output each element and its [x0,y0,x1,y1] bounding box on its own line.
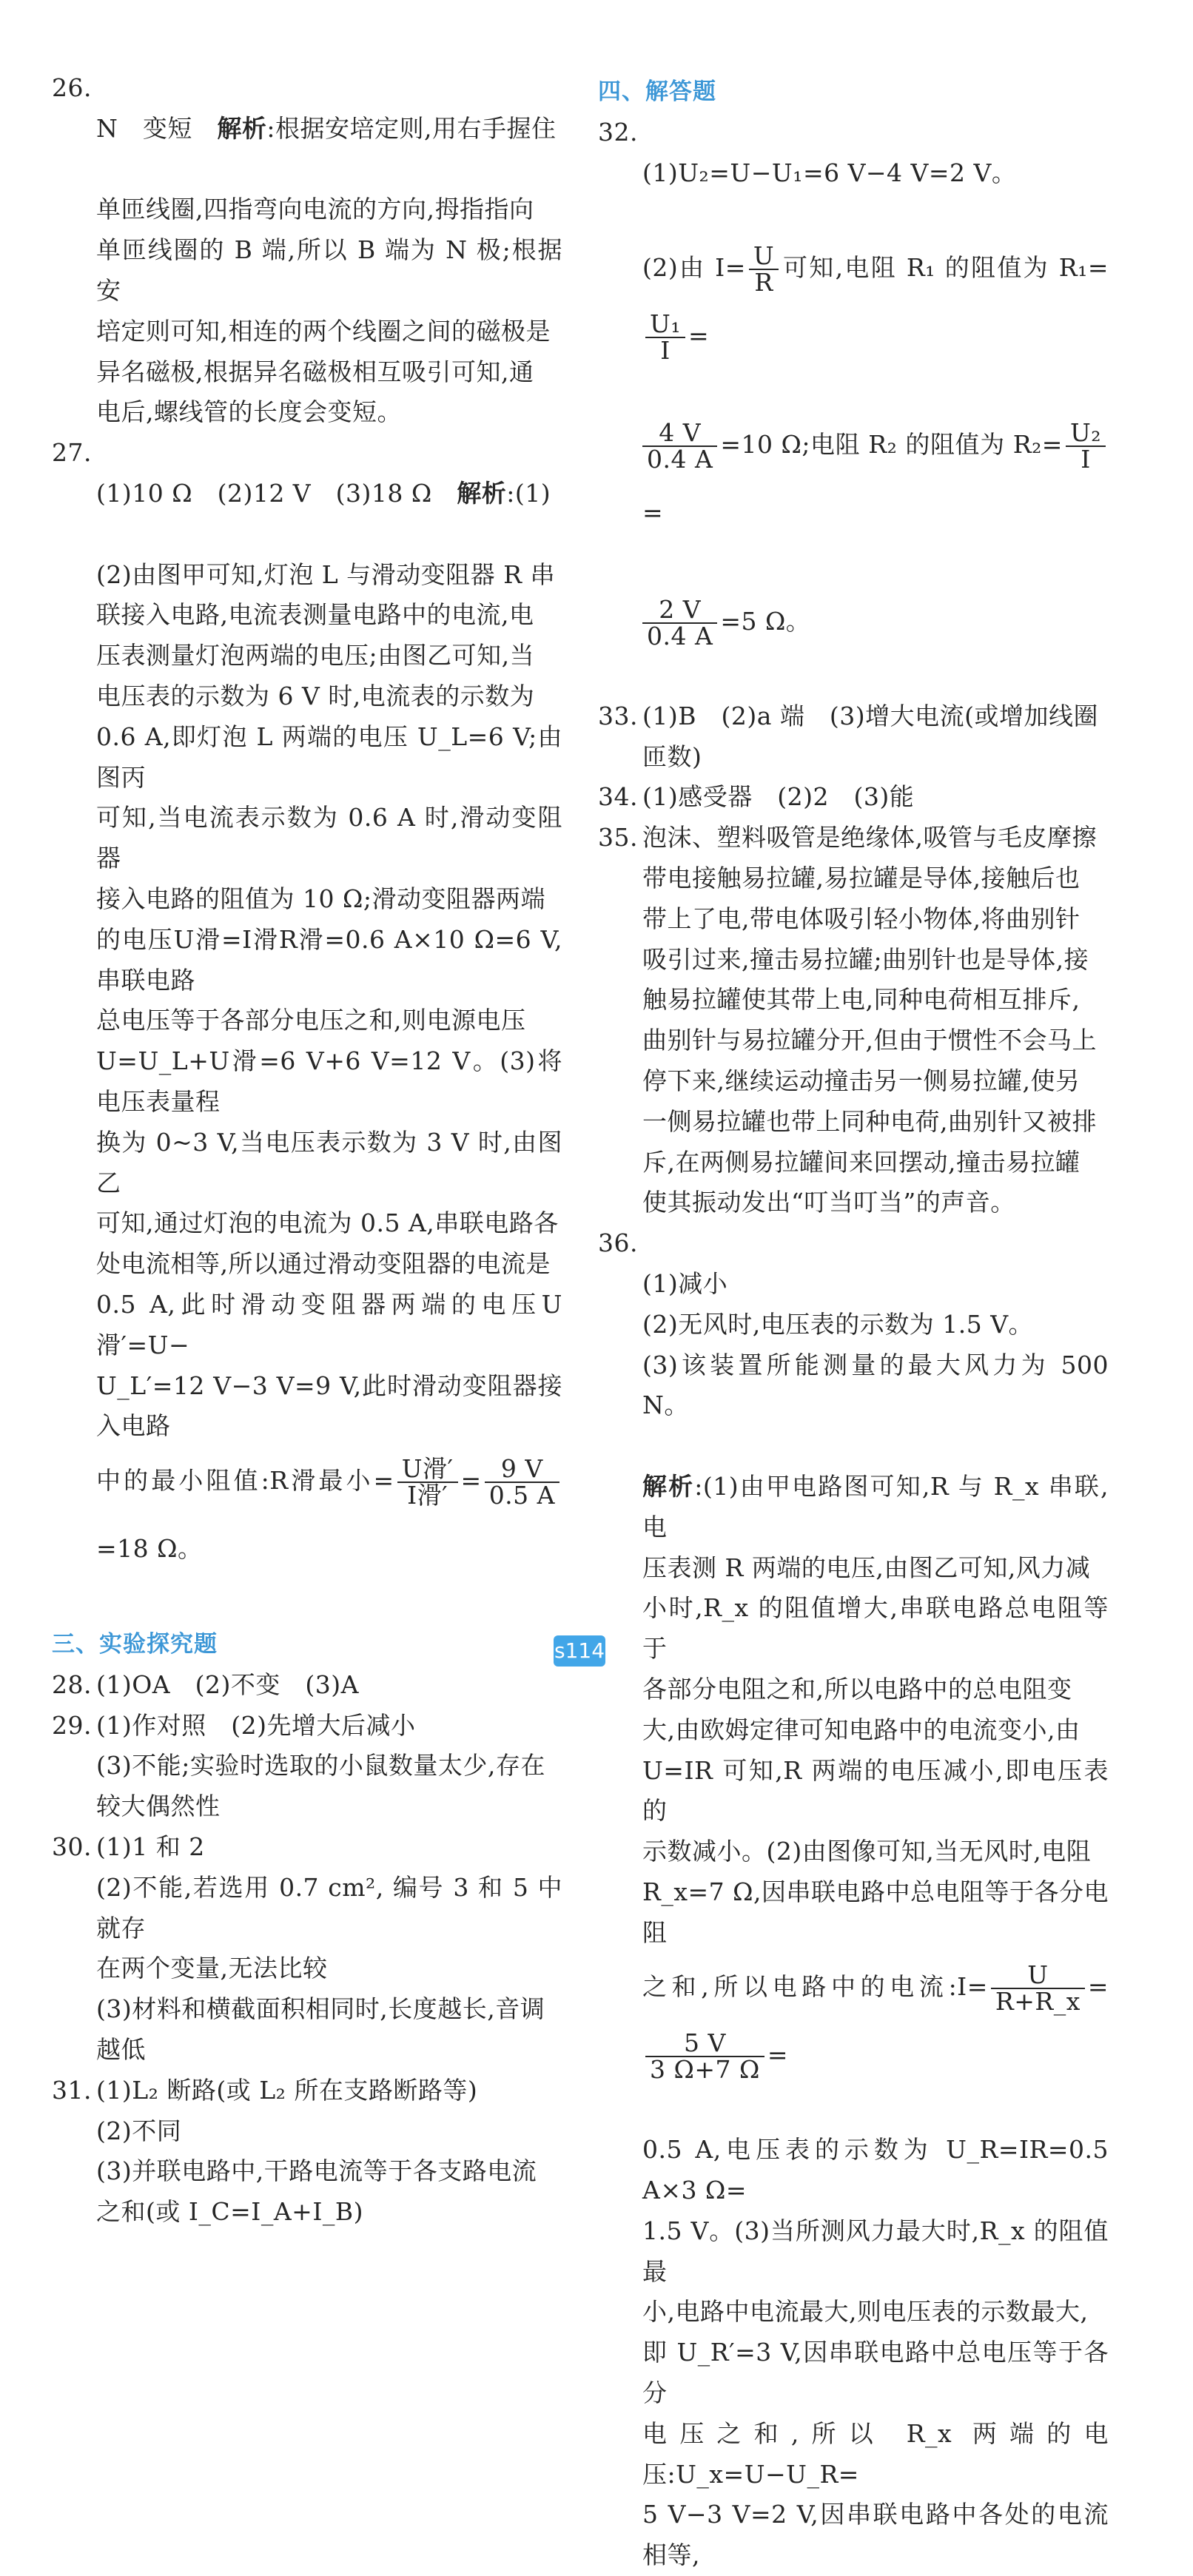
question-number: 30. [52,1832,92,1862]
answer-text: (1)感受器 (2)2 (3)能 [642,782,915,812]
fraction: $\frac{U}{R}$ [749,243,779,295]
fraction: $\frac{2 V}{0.4 A}$ [642,597,717,649]
question-number: 26. [52,73,92,102]
analysis-label: 解析 [217,113,267,143]
analysis-text-rest: (2)由图甲可知,灯泡 L 与滑动变阻器 R 串 联接入电路,电流表测量电路中的电流,电 压表测量灯泡两端的电压;由图乙可知,当 电压表的示数为 6 V 时,电流表的示数为 0.6 A,即灯泡 L 两端的电压 U_L=6 V;由图丙 可知,当电流表示数为 0.6 A 时,滑动变阻器 接入电路的阻值为 10 Ω;滑动变阻器两端 的电压U滑=I滑R滑=0.6 A×10 Ω=6 V,串联电路 总电压等于各部分电压之和,则电源电压 U=U_L+U滑=6 V+6 V=12 V。(3)将电压表量程 换为 0~3 V,当电压表示数为 3 V 时,由图乙 可知,通过灯泡的电流为 0.5 A,串联电路各 处电流相等,所以通过滑动变阻器的电流是 0.5 A,此时滑动变阻器两端的电压U滑′=U− U_L′=12 V−3 V=9 V,此时滑动变阻器接入电路 [96,559,562,1441]
page-number: s114 [554,1635,605,1667]
question-number: 35. [598,823,638,852]
question-number: 34. [598,782,638,812]
analysis-label: 解析 [457,478,507,508]
answer-27 [52,433,562,1624]
fraction: $\frac{4 V}{0.4 A}$ [642,420,717,472]
answer-35 [598,818,1109,1223]
fraction: $\frac{5 V}{3 \Omega+7 \Omega}$ [645,2031,764,2082]
answer-text: (1)L₂ 断路(或 L₂ 所在支路断路等) (2)不同 (3)并联电路中,干路电流等于各支路电流 之和(或 I_C=I_A+I_B) [96,2075,537,2227]
answer-32: 32. (1)U₂=U−U₁=6 V−4 V=2 V。 (2)由 I= $\frac{U}{R}$ 可知,电阻 R₁ 的阻值为 R₁= $\frac{\text{U₁}}{I}$ = $\frac{4 V}{0.4 A}$ =10 Ω;电阻 R₂ 的阻值为 R₂= $\frac{\text{U₂}}{I}$ = $\frac{2 V}{0.4 A}$ =5 Ω。 [598,112,1109,696]
question-number: 27. [52,438,92,468]
answer-34 [598,777,1109,818]
answer-26 [52,68,562,433]
question-number: 28. [52,1669,92,1699]
question-number: 29. [52,1710,92,1740]
fraction: $\frac{9 V}{0.5 A}$ [485,1456,559,1508]
analysis-text-rest: 单匝线圈,四指弯向电流的方向,拇指指向 单匝线圈的 B 端,所以 B 端为 N 极;根据安 培定则可知,相连的两个线圈之间的磁极是 异名磁极,根据异名磁极相互吸引可知,通 电后,螺线管的长度会变短。 [96,195,562,427]
question-number: 36. [598,1228,638,1258]
answer-text: (1)B (2)a 端 (3)增大电流(或增加线圈 匝数) [642,701,1099,771]
answer-30 [52,1827,562,2071]
answer-31 [52,2071,562,2233]
formula-line: 中的最小阻值:R滑最小= $\frac{\text{U滑′}}{\text{I滑′}}$ = $\frac{9 V}{0.5 A}$ =18 Ω。 [96,1447,562,1583]
fraction: $\frac{U}{R+R\_x}$ [991,1963,1085,2014]
answer-33 [598,696,1109,778]
answer-text: (1)减小 (2)无风时,电压表的示数为 1.5 V。 (3)该装置所能测量的最大风力为 500 N。 [642,1268,1109,1420]
fraction: $\frac{\text{U₂}}{I}$ [1066,420,1106,472]
answer-36 [598,1223,1109,2576]
question-number: 31. [52,2075,92,2105]
question-number: 33. [598,701,638,730]
analysis-text: :(1)由甲电路图可知,R 与 R_x 串联,电 压表测 R 两端的电压,由图乙可知,风力减 小时,R_x 的阻值增大,串联电路总电阻等于 各部分电阻之和,所以电路中的总电阻变 大,由欧姆定律可知电路中的电流变小,由 U=IR 可知,R 两端的电压减小,即电压表的 示数减小。(2)由图像可知,当无风时,电阻 R_x=7 Ω,因串联电路中总电阻等于各分电阻 [642,1471,1109,1947]
left-column [52,68,562,2233]
question-number: 32. [598,118,638,147]
answer-29 [52,1706,562,1827]
analysis-text: :(1) [506,478,551,508]
answer-text: (1)作对照 (2)先增大后减小 (3)不能;实验时选取的小鼠数量太少,存在 较大偶然性 [96,1710,545,1821]
fraction: $\frac{\text{U滑′}}{\text{I滑′}}$ [397,1456,458,1508]
section-heading-experiment: 三、实验探究题 [52,1630,218,1658]
analysis-label: 解析 [642,1471,695,1501]
answer-text: N 变短 [96,113,218,143]
formula-line: 之和,所以电路中的电流:I= $\frac{U}{R+R\_x}$ = $\frac{5 V}{3 \Omega+7 \Omega}$ = [642,1960,1109,2085]
right-column [598,71,1109,2576]
answer-text: 泡沫、塑料吸管是绝缘体,吸管与毛皮摩擦 带电接触易拉罐,易拉罐是导体,接触后也 带上了电,带电体吸引轻小物体,将曲别针 吸引过来,撞击易拉罐;曲别针也是导体,接 触易拉罐使其带上电,同种电荷相互排斥, 曲别针与易拉罐分开,但由于惯性不会马上 停下来,继续运动撞击另一侧易拉罐,使另 一侧易拉罐也带上同种电荷,曲别针又被排 斥,在两侧易拉罐间来回摆动,撞击易拉罐 使其振动发出“叮当叮当”的声音。 [642,823,1097,1217]
answer-text: (1)10 Ω (2)12 V (3)18 Ω [96,478,457,508]
answer-text: (1)1 和 2 (2)不能,若选用 0.7 cm², 编号 3 和 5 中就存 在两个变量,无法比较 (3)材料和横截面积相同时,长度越长,音调 越低 [96,1832,562,2065]
answer-text: (1)OA (2)不变 (3)A [96,1669,359,1699]
section-heading-solutions: 四、解答题 [598,78,716,105]
analysis-text: :根据安培定则,用右手握住 [266,113,557,143]
answer-28 [52,1665,562,1706]
fraction: $\frac{\text{U₁}}{I}$ [645,312,685,363]
analysis-text-rest: 0.5 A,电压表的示数为 U_R=IR=0.5 A×3 Ω= 1.5 V。(3)当所测风力最大时,R_x 的阻值最 小,电路中电流最大,则电压表的示数最大, 即 U_R′=3 V,因串联电路中总电压等于各分 电压之和,所以 R_x 两端的电压:U_x=U−U_R= 5 V−3 V=2 V,因串联电路中各处的电流相等, [642,2135,1109,2570]
